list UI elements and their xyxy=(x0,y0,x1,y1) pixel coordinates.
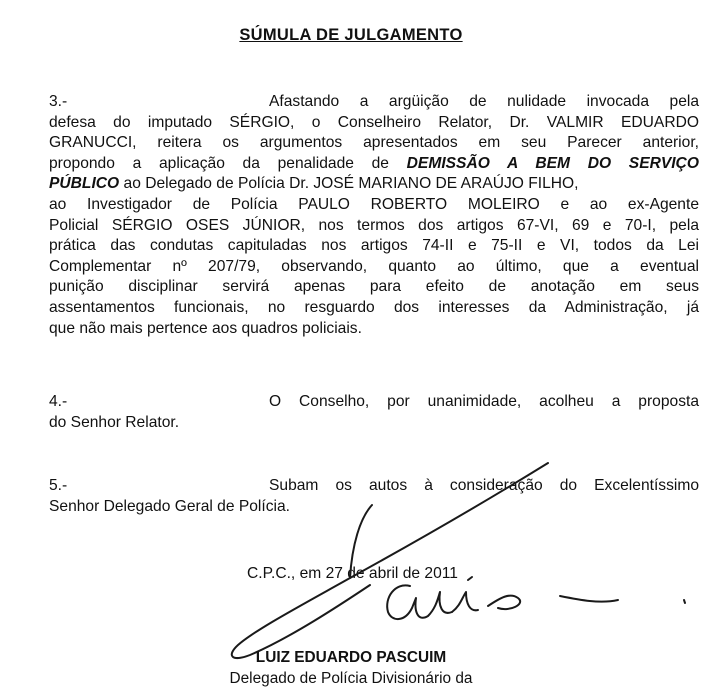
text-line: Subam os autos à consideração do Excelentíssimo xyxy=(269,477,699,494)
place-date: C.P.C., em 27 de abril de 2011 xyxy=(247,565,458,582)
text-line: ao Investigador de Polícia PAULO ROBERTO MOLEIRO e ao ex-Agente xyxy=(49,195,699,213)
section-4 xyxy=(49,392,699,433)
text-line: Complementar nº 207/79, observando, quanto ao último, que a eventual xyxy=(49,257,699,275)
document-title: SÚMULA DE JULGAMENTO xyxy=(239,26,463,44)
text-line: Policial SÉRGIO OSES JÚNIOR, nos termos dos artigos 67-VI, 69 e 70-I, pela xyxy=(49,216,699,234)
text-line: punição disciplinar servirá apenas para efeito de anotação em seus xyxy=(49,278,699,296)
section-3 xyxy=(49,92,699,339)
text-segment: propondo a aplicação da penalidade de xyxy=(49,154,389,172)
section-5 xyxy=(49,476,699,517)
signer-name: LUIZ EDUARDO PASCUIM xyxy=(255,649,447,666)
text-line: Afastando a argüição de nulidade invocada pela xyxy=(269,93,699,110)
text-line: do Senhor Relator. xyxy=(49,413,180,431)
section-number: 3.- xyxy=(49,93,68,110)
text-line: defesa do imputado SÉRGIO, o Conselheiro Relator, Dr. VALMIR EDUARDO xyxy=(49,113,699,131)
section-number: 5.- xyxy=(49,477,68,494)
text-line xyxy=(49,154,699,175)
text-line xyxy=(49,174,699,195)
signer-block xyxy=(0,647,702,689)
text-segment: ao Delegado de Polícia Dr. JOSÉ MARIANO DE ARAÚJO FILHO, xyxy=(123,175,579,193)
text-line: GRANUCCI, reitera os argumentos apresentados em seu Parecer anterior, xyxy=(49,134,699,152)
text-line: prática das condutas capituladas nos artigos 74-II e 75-II e VI, todos da Lei xyxy=(49,237,699,255)
signer-role: Delegado de Polícia Divisionário da xyxy=(229,670,473,687)
section-number: 4.- xyxy=(49,393,68,410)
text-line: Senhor Delegado Geral de Polícia. xyxy=(49,497,290,515)
penalty-emphasis: PÚBLICO xyxy=(49,175,120,193)
penalty-emphasis: DEMISSÃO A BEM DO SERVIÇO xyxy=(406,154,699,172)
text-line: assentamentos funcionais, no resguardo dos interesses da Administração, já xyxy=(49,298,699,316)
text-line: O Conselho, por unanimidade, acolheu a proposta xyxy=(269,393,699,410)
text-line: que não mais pertence aos quadros policiais. xyxy=(49,319,362,337)
